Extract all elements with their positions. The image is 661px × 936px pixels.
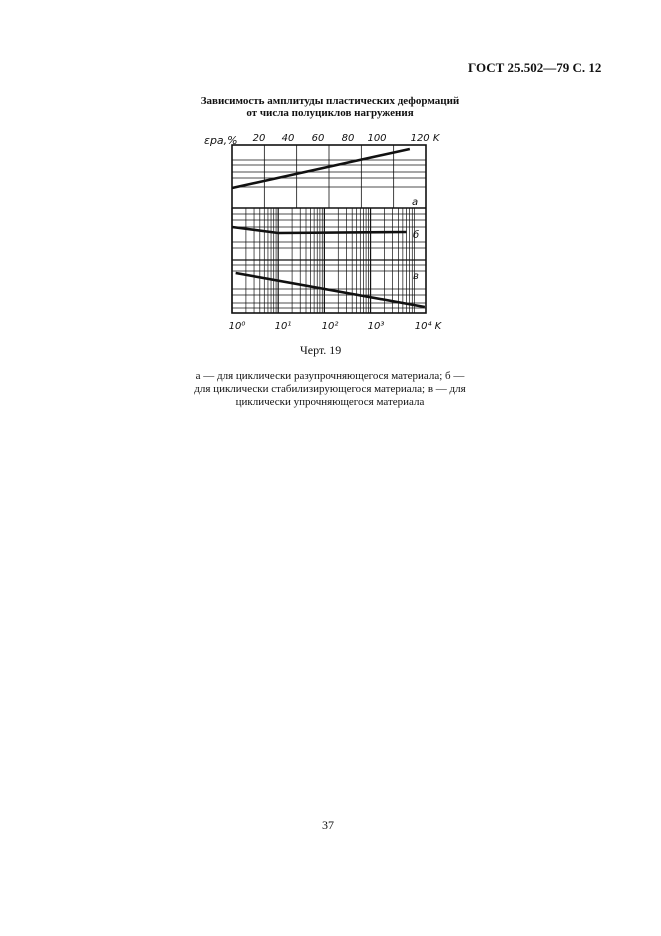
panel-label-b: б [413,230,420,241]
bottom-tick-label: 10⁰ [228,321,246,332]
panel-label-v: в [413,271,419,282]
bottom-tick-label: 10³ [367,321,385,332]
figure-legend-line-1: а — для циклически разупрочняющегося материала; б — [195,370,465,382]
bottom-tick-label: 10¹ [274,321,292,332]
figure-title-line-2: от числа полуциклов нагружения [246,107,414,119]
top-tick-label: 120 K [410,133,440,144]
figure-legend-line-3: циклически упрочняющегося материала [235,396,425,408]
bottom-tick-label: 10⁴ K [414,321,442,332]
bottom-tick-label: 10² [321,321,339,332]
top-tick-label: 40 [281,133,295,144]
figure-title-line-1: Зависимость амплитуды пластических деформаций [200,95,460,107]
figure-caption: Черт. 19 [300,343,342,357]
panel-label-a: а [412,197,419,208]
figure-legend-line-2: для циклически стабилизирующегося материала; в — для [194,383,466,395]
y-axis-label: εpa,% [204,134,238,147]
page-number: 37 [322,818,334,832]
top-tick-label: 80 [341,133,355,144]
curve-b-stabilizing [232,227,407,233]
curve-a-softening [232,149,410,188]
top-tick-label: 60 [311,133,325,144]
top-tick-label: 20 [252,133,266,144]
document-header: ГОСТ 25.502—79 С. 12 [468,60,602,75]
top-tick-label: 100 [367,133,387,144]
strain-amplitude-chart [0,0,661,360]
